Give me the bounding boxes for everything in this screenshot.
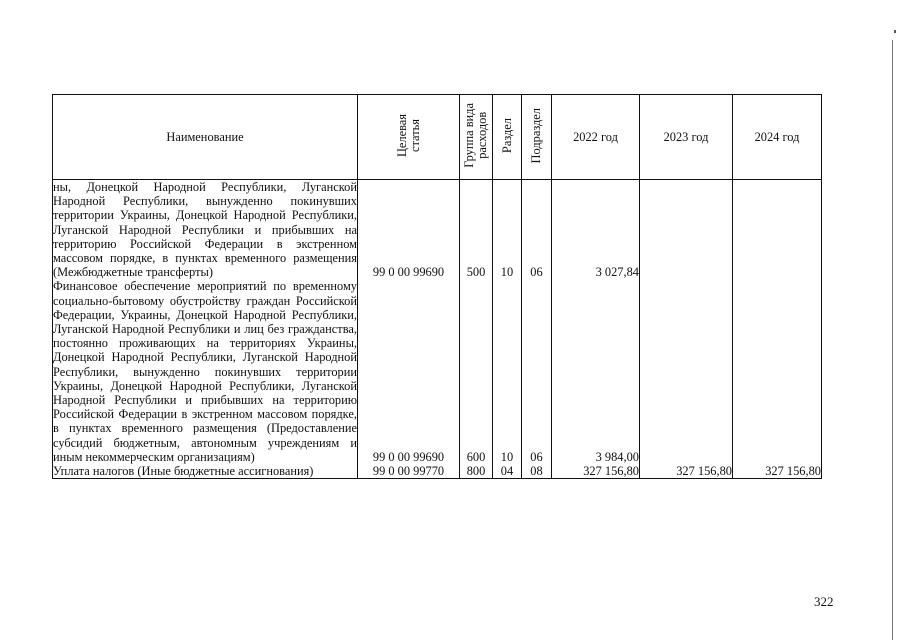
scan-edge-line	[892, 40, 893, 640]
row-subsection: 06	[522, 279, 552, 464]
header-subsection: Подраздел	[522, 95, 552, 180]
row-2023	[640, 180, 733, 280]
budget-table	[52, 94, 822, 479]
row-name: ны, Донецкой Народной Республики, Луганской Народной Республики, вынужденно покинувших территории Украины, Донецкой Народной Республики, Луганской Народной Республики и прибывших на территорию Российской Федерации в экстренном массовом порядке, в пунктах временного размещения (Межбюджетные трансферты)	[53, 180, 357, 280]
row-target-article: 99 0 00 99690	[358, 279, 460, 464]
row-target-article: 99 0 00 99690	[358, 180, 460, 280]
row-section: 04	[493, 464, 522, 479]
row-section: 10	[493, 180, 522, 280]
table-header-row	[53, 95, 822, 180]
header-2022: 2022 год	[552, 95, 640, 180]
row-2023	[640, 279, 733, 464]
header-2024: 2024 год	[733, 95, 822, 180]
row-2023: 327 156,80	[640, 464, 733, 479]
header-name: Наименование	[53, 95, 358, 180]
header-target-article: Целевая статья	[358, 95, 460, 180]
row-2024	[733, 180, 822, 280]
row-2022: 327 156,80	[552, 464, 640, 479]
table-row	[53, 180, 822, 280]
table-row	[53, 464, 822, 479]
row-section: 10	[493, 279, 522, 464]
header-2023: 2023 год	[640, 95, 733, 180]
row-2022: 3 984,00	[552, 279, 640, 464]
row-target-article: 99 0 00 99770	[358, 464, 460, 479]
header-expense-group: Группа вида расходов	[460, 95, 493, 180]
row-subsection: 06	[522, 180, 552, 280]
row-2024: 327 156,80	[733, 464, 822, 479]
page-number: 322	[814, 594, 834, 609]
row-2022: 3 027,84	[552, 180, 640, 280]
row-expense-group: 600	[460, 279, 493, 464]
scan-speck	[894, 30, 896, 33]
row-name: Уплата налогов (Иные бюджетные ассигнования)	[53, 464, 358, 479]
row-expense-group: 800	[460, 464, 493, 479]
row-subsection: 08	[522, 464, 552, 479]
row-2024	[733, 279, 822, 464]
table-row	[53, 279, 822, 464]
header-section: Раздел	[493, 95, 522, 180]
row-name: Финансовое обеспечение мероприятий по временному социально-бытовому обустройству граждан Российской Федерации, Украины, Донецкой Народной Республики, Луганской Народной Республики и лиц без гражданства, постоянно проживающих на территориях Украины, Донецкой Народной Республики, Луганской Народной Республики, вынужденно покинувших территории Украины, Донецкой Народной Республики, Луганской Народной Республики и прибывших на территорию Российской Федерации в экстренном массовом порядке, в пунктах временного размещения (Предоставление субсидий бюджетным, автономным учреждениям и иным некоммерческим организациям)	[53, 279, 357, 464]
row-expense-group: 500	[460, 180, 493, 280]
